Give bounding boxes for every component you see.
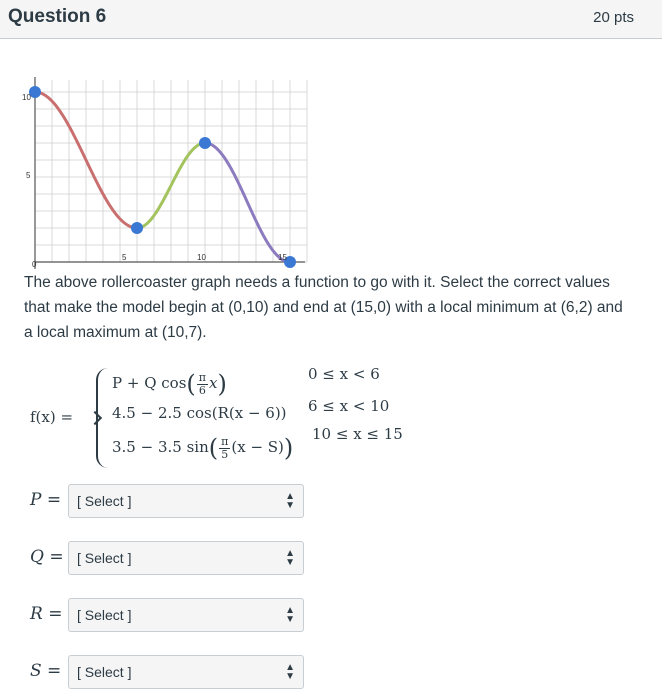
question-points: 20 pts <box>593 9 634 26</box>
y-tick-10: 10 <box>22 93 31 102</box>
case-3-condition: 10 ≤ x ≤ 15 <box>312 425 403 443</box>
select-s-value: [ Select ] <box>77 664 132 680</box>
case-3-expression: 3.5 − 3.5 sin( $\frac{\pi}{5}$ (x − S)) <box>112 434 294 462</box>
select-r-dropdown[interactable] <box>68 598 304 632</box>
case-2-condition: 6 ≤ x < 10 <box>308 397 390 415</box>
select-q-arrows-icon: ▲ ▼ <box>285 548 295 568</box>
y-tick-0: 0 <box>32 260 37 269</box>
local-min-point <box>131 222 143 234</box>
select-label-s: S = <box>30 661 62 681</box>
select-r-value: [ Select ] <box>77 607 132 623</box>
curve-segment-3 <box>205 143 290 262</box>
case-2-expression: 4.5 − 2.5 cos(R(x − 6)) <box>112 404 287 422</box>
x-tick-15: 15 <box>278 253 287 262</box>
graph-grid <box>35 80 307 262</box>
x-tick-10: 10 <box>197 253 206 262</box>
question-header <box>0 0 662 39</box>
select-q-dropdown[interactable] <box>68 541 304 575</box>
question-prompt: The above rollercoaster graph needs a function to go with it. Select the correct values that make the model begin at (0,10) and end at (15,0) with a local minimum at (6,2) and a local maximum at (10,7). <box>24 274 623 341</box>
rollercoaster-graph <box>10 72 310 272</box>
y-tick-5: 5 <box>26 171 31 180</box>
select-p-dropdown[interactable] <box>68 484 304 518</box>
select-label-q: Q = <box>30 547 64 567</box>
select-p-arrows-icon: ▲ ▼ <box>285 491 295 511</box>
select-p-value: [ Select ] <box>77 493 132 509</box>
local-max-point <box>199 137 211 149</box>
question-title: Question 6 <box>8 6 107 27</box>
case-1-condition: 0 ≤ x < 6 <box>308 365 380 383</box>
function-lhs: f(x) = <box>30 408 74 426</box>
select-label-r: R = <box>30 604 63 624</box>
select-label-p: P = <box>30 490 62 510</box>
select-q-value: [ Select ] <box>77 550 132 566</box>
select-s-arrows-icon: ▲ ▼ <box>285 662 295 682</box>
select-s-dropdown[interactable] <box>68 655 304 689</box>
select-r-arrows-icon: ▲ ▼ <box>285 605 295 625</box>
case-1-expression: P + Q cos( $\frac{\pi}{6}$ x) <box>112 370 227 398</box>
x-tick-5: 5 <box>122 253 127 262</box>
